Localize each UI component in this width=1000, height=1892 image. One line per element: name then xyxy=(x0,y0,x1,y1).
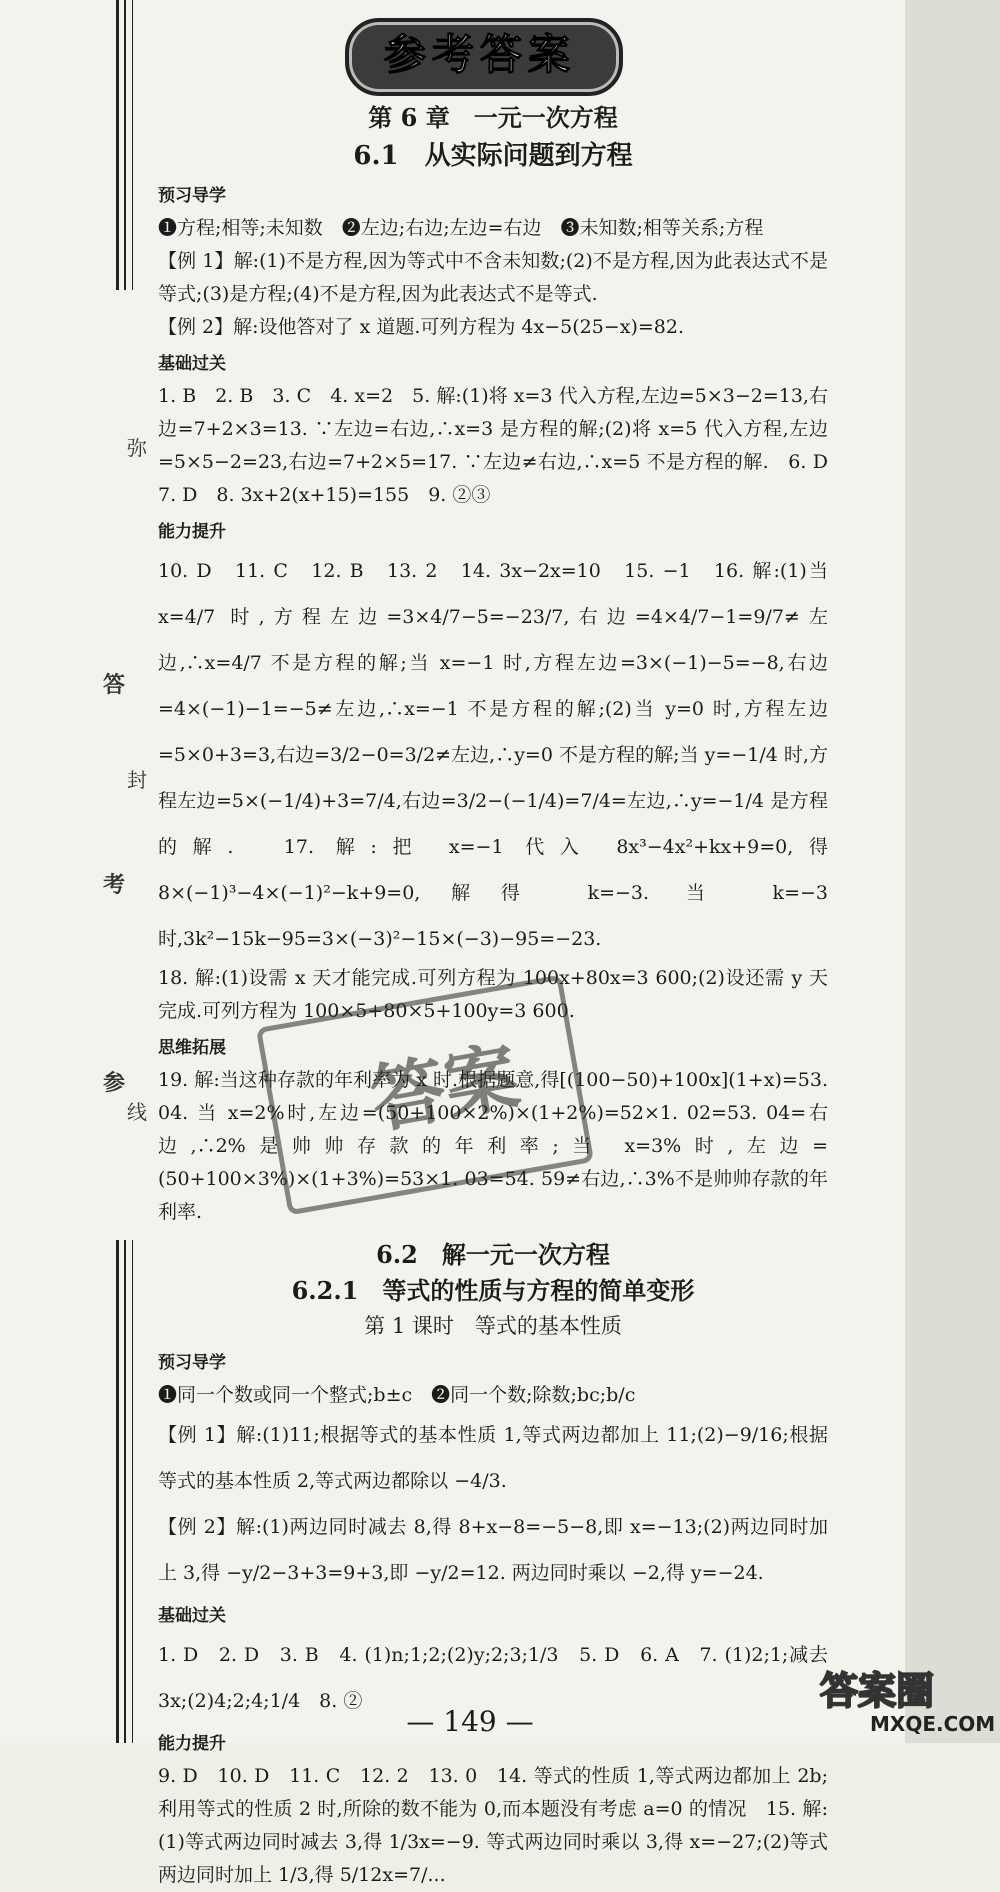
gutter-char: 封 xyxy=(127,768,147,792)
binding-rule xyxy=(116,0,119,290)
section-title: 6.2 解一元一次方程 xyxy=(376,1240,610,1269)
watermark-url: MXQE.COM xyxy=(870,1712,996,1736)
adjacent-page-edge xyxy=(905,0,1000,1743)
header-title: 参考答案 xyxy=(383,30,576,79)
thinking-answers: 19. 解:当这种存款的年利率为 x 时.根据题意,得[(100−50)+100x](1+x)=53. 04. 当 x=2%时,左边=(50+100×2%)×(1+2%)=52×1. 02=53. 04=右边,∴2%是帅帅存款的年利率;当 x=3%时,左边=(50+100×3%)×(1+3%)=53×1. 03=54. 59≠右边,∴3%不是帅帅存款的年利率. xyxy=(158,1069,828,1223)
binding-rule xyxy=(124,1240,126,1743)
basic-answers: 1. B 2. B 3. C 4. x=2 5. 解:(1)将 x=3 代入方程,左边=5×3−2=13,右边=7+2×3=13. ∵左边=右边,∴x=3 是方程的解;(2)将 x=5 代入方程,左边=5×5−2=23,右边=7+2×5=17. ∵左边≠右边,∴x=5 不是方程的解. 6. D 7. D 8. 3x+2(x+15)=155 9. ②③ xyxy=(158,385,848,506)
example-1: 【例 1】解:(1)不是方程,因为等式中不含未知数;(2)不是方程,因为此表达式不是等式;(3)是方程;(4)不是方程,因为此表达式不是等式. xyxy=(158,250,828,305)
gutter-char: 答 xyxy=(103,672,126,698)
binding-rule xyxy=(124,0,126,290)
watermark xyxy=(770,1660,996,1740)
preview-answers: ❶方程;相等;未知数 ❷左边;右边;左边=右边 ❸未知数;相等关系;方程 xyxy=(158,217,764,239)
stamp-text: 答案 xyxy=(364,1033,526,1145)
section-label: 能力提升 xyxy=(158,522,226,542)
chapter-title: 第 6 章 一元一次方程 xyxy=(368,103,618,132)
preview-answers: ❶同一个数或同一个整式;b±c ❷同一个数;除数;bc;b/c xyxy=(158,1384,636,1406)
section-label: 基础过关 xyxy=(158,354,226,374)
binding-rule xyxy=(132,0,133,290)
binding-rule xyxy=(132,1240,133,1743)
basic-answers: 1. D 2. D 3. B 4. (1)n;1;2;(2)y;2;3;1/3 5. D 6. A 7. (1)2;1;减去 3x;(2)4;2;4;1/4 8. ② xyxy=(158,1644,828,1712)
section-label: 思维拓展 xyxy=(158,1038,226,1058)
section-label: 基础过关 xyxy=(158,1606,226,1626)
question-18: 18. 解:(1)设需 x 天才能完成.可列方程为 100x+80x=3 600;(2)设还需 y 天完成.可列方程为 100×5+80×5+100y=3 600. xyxy=(158,967,828,1022)
binding-rule xyxy=(116,1240,119,1743)
gutter-char: 弥 xyxy=(127,436,147,460)
section-label: 预习导学 xyxy=(158,1353,226,1373)
gutter-char: 参 xyxy=(103,1070,126,1096)
example-1: 【例 1】解:(1)11;根据等式的基本性质 1,等式两边都加上 11;(2)−9/16;根据等式的基本性质 2,等式两边都除以 −4/3. xyxy=(158,1424,828,1492)
lesson-title: 第 1 课时 等式的基本性质 xyxy=(364,1314,622,1338)
example-2: 【例 2】解:(1)两边同时减去 8,得 8+x−8=−5−8,即 x=−13;(2)两边同时加上 3,得 −y/2−3+3=9+3,即 −y/2=12. 两边同时乘以 −2,得 y=−24. xyxy=(158,1516,828,1584)
example-2: 【例 2】解:设他答对了 x 道题.可列方程为 4x−5(25−x)=82. xyxy=(158,316,684,338)
ability-answers: 10. D 11. C 12. B 13. 2 14. 3x−2x=10 15. −1 16. 解:(1)当 x=4/7 时,方程左边=3×4/7−5=−23/7,右边=4×4/7−1=9/7≠左边,∴x=4/7 不是方程的解;当 x=−1 时,方程左边=3×(−1)−5=−8,右边=4×(−1)−1=−5≠左边,∴x=−1 不是方程的解;(2)当 y=0 时,方程左边=5×0+3=3,右边=3/2−0=3/2≠左边,∴y=0 不是方程的解;当 y=−1/4 时,方程左边=5×(−1/4)+3=7/4,右边=3/2−(−1/4)=7/4=左边,∴y=−1/4 是方程的解. 17. 解:把 x=−1 代入 8x³−4x²+kx+9=0,得 8×(−1)³−4×(−1)²−k+9=0,解得 k=−3. 当 k=−3 时,3k²−15k−95=3×(−3)²−15×(−3)−95=−23. xyxy=(158,560,828,950)
gutter-char: 考 xyxy=(103,872,126,898)
section-title: 6.1 从实际问题到方程 xyxy=(353,141,633,171)
ability-answers: 9. D 10. D 11. C 12. 2 13. 0 14. 等式的性质 1,等式两边都加上 2b;利用等式的性质 2 时,所除的数不能为 0,而本题没有考虑 a=0 的情况 15. 解:(1)等式两边同时减去 3,得 1/3x=−9. 等式两边同时乘以 3,得 x=−27;(2)等式两边同时加上 1/3,得 5/12x=7/... xyxy=(158,1765,828,1886)
subsection-title: 6.2.1 等式的性质与方程的简单变形 xyxy=(291,1276,695,1305)
section-label: 能力提升 xyxy=(158,1734,226,1754)
watermark-logo: 答案圈 xyxy=(820,1669,935,1713)
page-number: — 149 — xyxy=(406,1705,534,1738)
section-label: 预习导学 xyxy=(158,186,226,206)
gutter-char: 线 xyxy=(127,1100,147,1124)
